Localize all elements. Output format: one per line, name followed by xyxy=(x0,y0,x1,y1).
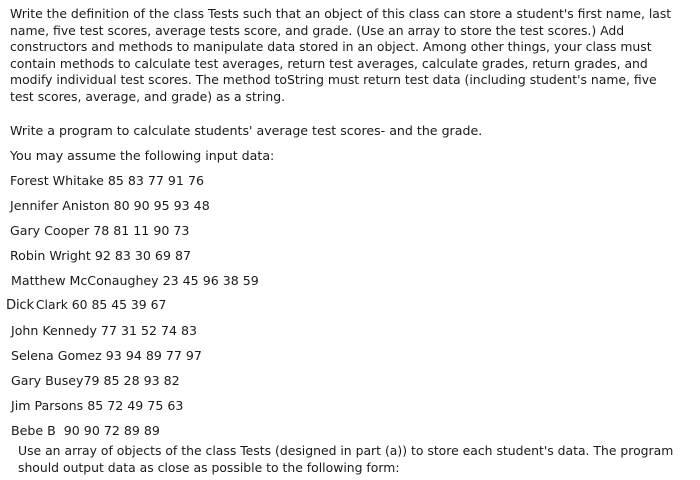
input-assumption: You may assume the following input data: xyxy=(10,148,275,163)
program-task: Write a program to calculate students' average test scores- and the grade. xyxy=(10,123,483,138)
student-line-gary-busey: Gary Busey79 85 28 93 82 xyxy=(11,373,180,388)
student-line-selena-gomez: Selena Gomez 93 94 89 77 97 xyxy=(11,348,202,363)
student-line-gary-cooper: Gary Cooper 78 81 11 90 73 xyxy=(10,223,190,238)
student-line-forest-whitake: Forest Whitake 85 83 77 91 76 xyxy=(10,173,204,188)
student-line-matthew-mcconaughey: Matthew McConaughey 23 45 96 38 59 xyxy=(11,273,259,288)
closing-instructions: Use an array of objects of the class Tests (designed in part (a)) to store each student's data. The program should output data as close as possible to the following form: xyxy=(18,443,674,475)
assignment-intro: Write the definition of the class Tests such that an object of this class can store a student's first name, last name, five test scores, average tests score, and grade. (Use an array to store the test scores.) Add constructors and methods to manipulate data stored in an object. Among other things, your class must contain methods to calculate test averages, return test averages, calculate grades, return grades, and modify individual test scores. The method toString must return test data (including student's name, five test scores, average, and grade) as a string. xyxy=(10,6,672,104)
student-line-dick-clark xyxy=(6,297,166,314)
student-line-jim-parsons: Jim Parsons 85 72 49 75 63 xyxy=(11,398,184,413)
student-line-robin-wright: Robin Wright 92 83 30 69 87 xyxy=(10,248,191,263)
student-line-jennifer-aniston: Jennifer Aniston 80 90 95 93 48 xyxy=(10,198,210,213)
student-rest-dick-clark: Clark 60 85 45 39 67 xyxy=(35,297,167,312)
student-first-name-dick: Dick xyxy=(6,298,34,313)
student-line-bebe-b: Bebe B 90 90 72 89 89 xyxy=(11,423,160,438)
student-line-john-kennedy: John Kennedy 77 31 52 74 83 xyxy=(11,323,198,338)
